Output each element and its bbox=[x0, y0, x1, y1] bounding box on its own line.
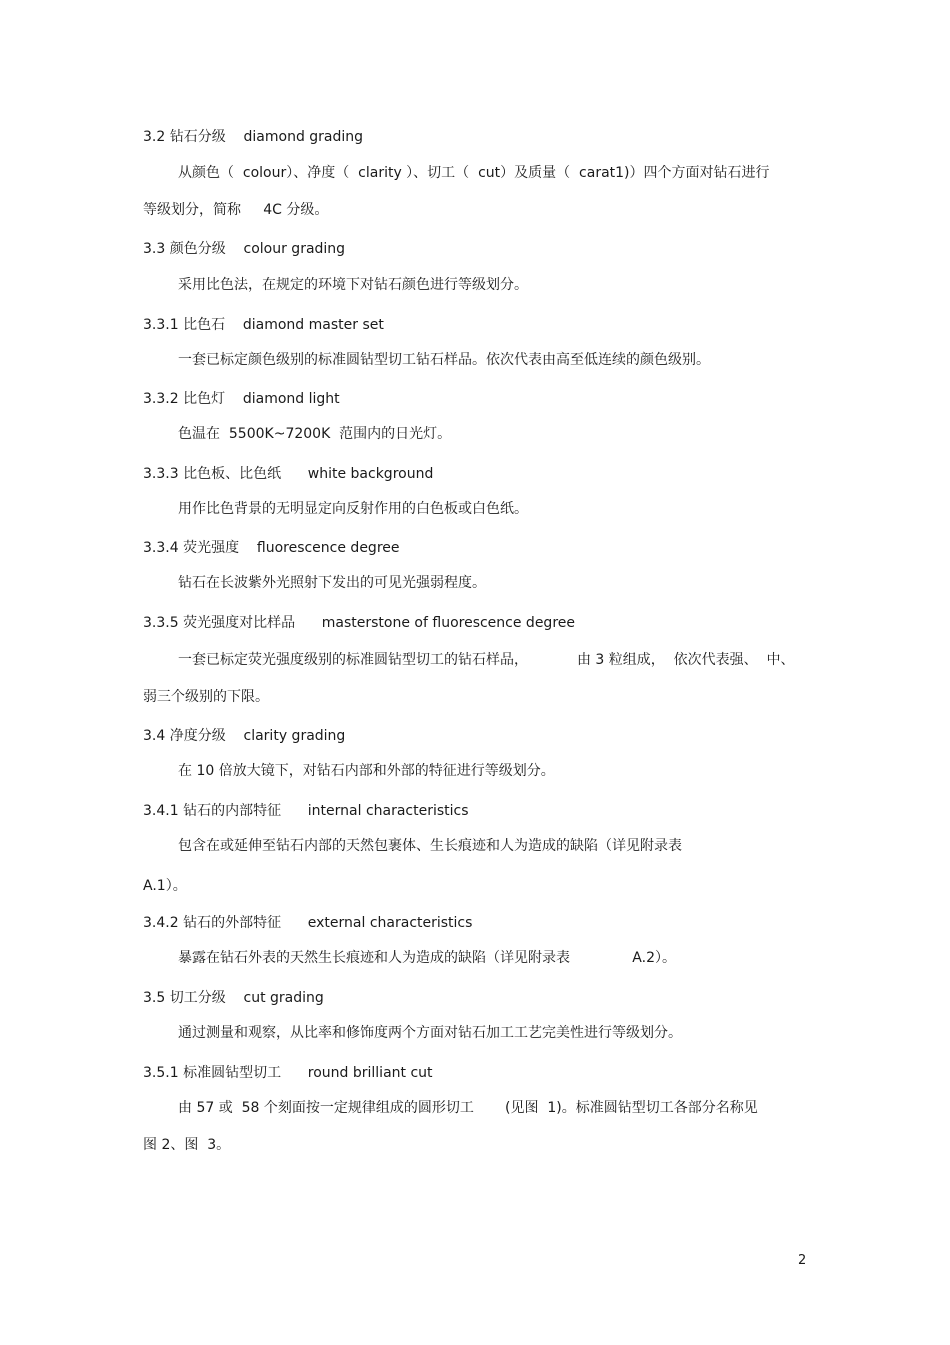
paragraph-line: 由 57 或 58 个刻面按一定规律组成的圆形切工 (见图 1)。标准圆钻型切工各部分名称见 bbox=[178, 1100, 758, 1116]
paragraph-line: 等级划分，简称 4C 分级。 bbox=[143, 202, 329, 218]
section-heading-3-3-2: 3.3.2 比色灯 diamond light bbox=[143, 391, 340, 407]
paragraph-line: 通过测量和观察，从比率和修饰度两个方面对钻石加工工艺完美性进行等级划分。 bbox=[178, 1025, 682, 1041]
page-number: 2 bbox=[798, 1253, 807, 1268]
paragraph-line: 一套已标定颜色级别的标准圆钻型切工钻石样品。依次代表由高至低连续的颜色级别。 bbox=[178, 352, 710, 368]
paragraph-line: 采用比色法，在规定的环境下对钻石颜色进行等级划分。 bbox=[178, 277, 528, 293]
section-heading-3-5: 3.5 切工分级 cut grading bbox=[143, 990, 324, 1006]
section-heading-3-4-2: 3.4.2 钻石的外部特征 external characteristics bbox=[143, 915, 473, 931]
section-heading-3-5-1: 3.5.1 标准圆钻型切工 round brilliant cut bbox=[143, 1065, 433, 1081]
section-heading-3-3-1: 3.3.1 比色石 diamond master set bbox=[143, 317, 384, 333]
paragraph-line: 图 2、图 3。 bbox=[143, 1137, 231, 1153]
section-heading-3-3-3: 3.3.3 比色板、比色纸 white background bbox=[143, 466, 434, 482]
paragraph-line: 弱三个级别的下限。 bbox=[143, 689, 269, 705]
paragraph-line: 一套已标定荧光强度级别的标准圆钻型切工的钻石样品， 由 3 粒组成， 依次代表强、 中、 bbox=[178, 652, 795, 668]
paragraph-line: A.1）。 bbox=[143, 878, 187, 894]
section-heading-3-4: 3.4 净度分级 clarity grading bbox=[143, 728, 346, 744]
section-heading-3-2: 3.2 钻石分级 diamond grading bbox=[143, 129, 364, 145]
paragraph-line: 包含在或延伸至钻石内部的天然包裹体、生长痕迹和人为造成的缺陷（详见附录表 bbox=[178, 838, 682, 854]
section-heading-3-3: 3.3 颜色分级 colour grading bbox=[143, 241, 346, 257]
section-heading-3-3-4: 3.3.4 荧光强度 fluorescence degree bbox=[143, 540, 400, 556]
section-heading-3-4-1: 3.4.1 钻石的内部特征 internal characteristics bbox=[143, 803, 469, 819]
paragraph-line: 在 10 倍放大镜下，对钻石内部和外部的特征进行等级划分。 bbox=[178, 763, 555, 779]
paragraph-line: 用作比色背景的无明显定向反射作用的白色板或白色纸。 bbox=[178, 501, 528, 517]
section-heading-3-3-5: 3.3.5 荧光强度对比样品 masterstone of fluorescence degree bbox=[143, 615, 575, 631]
paragraph-line: 色温在 5500K~7200K 范围内的日光灯。 bbox=[178, 426, 452, 442]
paragraph-line: 从颜色（ colour）、净度（ clarity ）、切工（ cut）及质量（ carat1)）四个方面对钻石进行 bbox=[178, 165, 770, 181]
paragraph-line: 暴露在钻石外表的天然生长痕迹和人为造成的缺陷（详见附录表 A.2）。 bbox=[178, 950, 676, 966]
paragraph-line: 钻石在长波紫外光照射下发出的可见光强弱程度。 bbox=[178, 575, 486, 591]
